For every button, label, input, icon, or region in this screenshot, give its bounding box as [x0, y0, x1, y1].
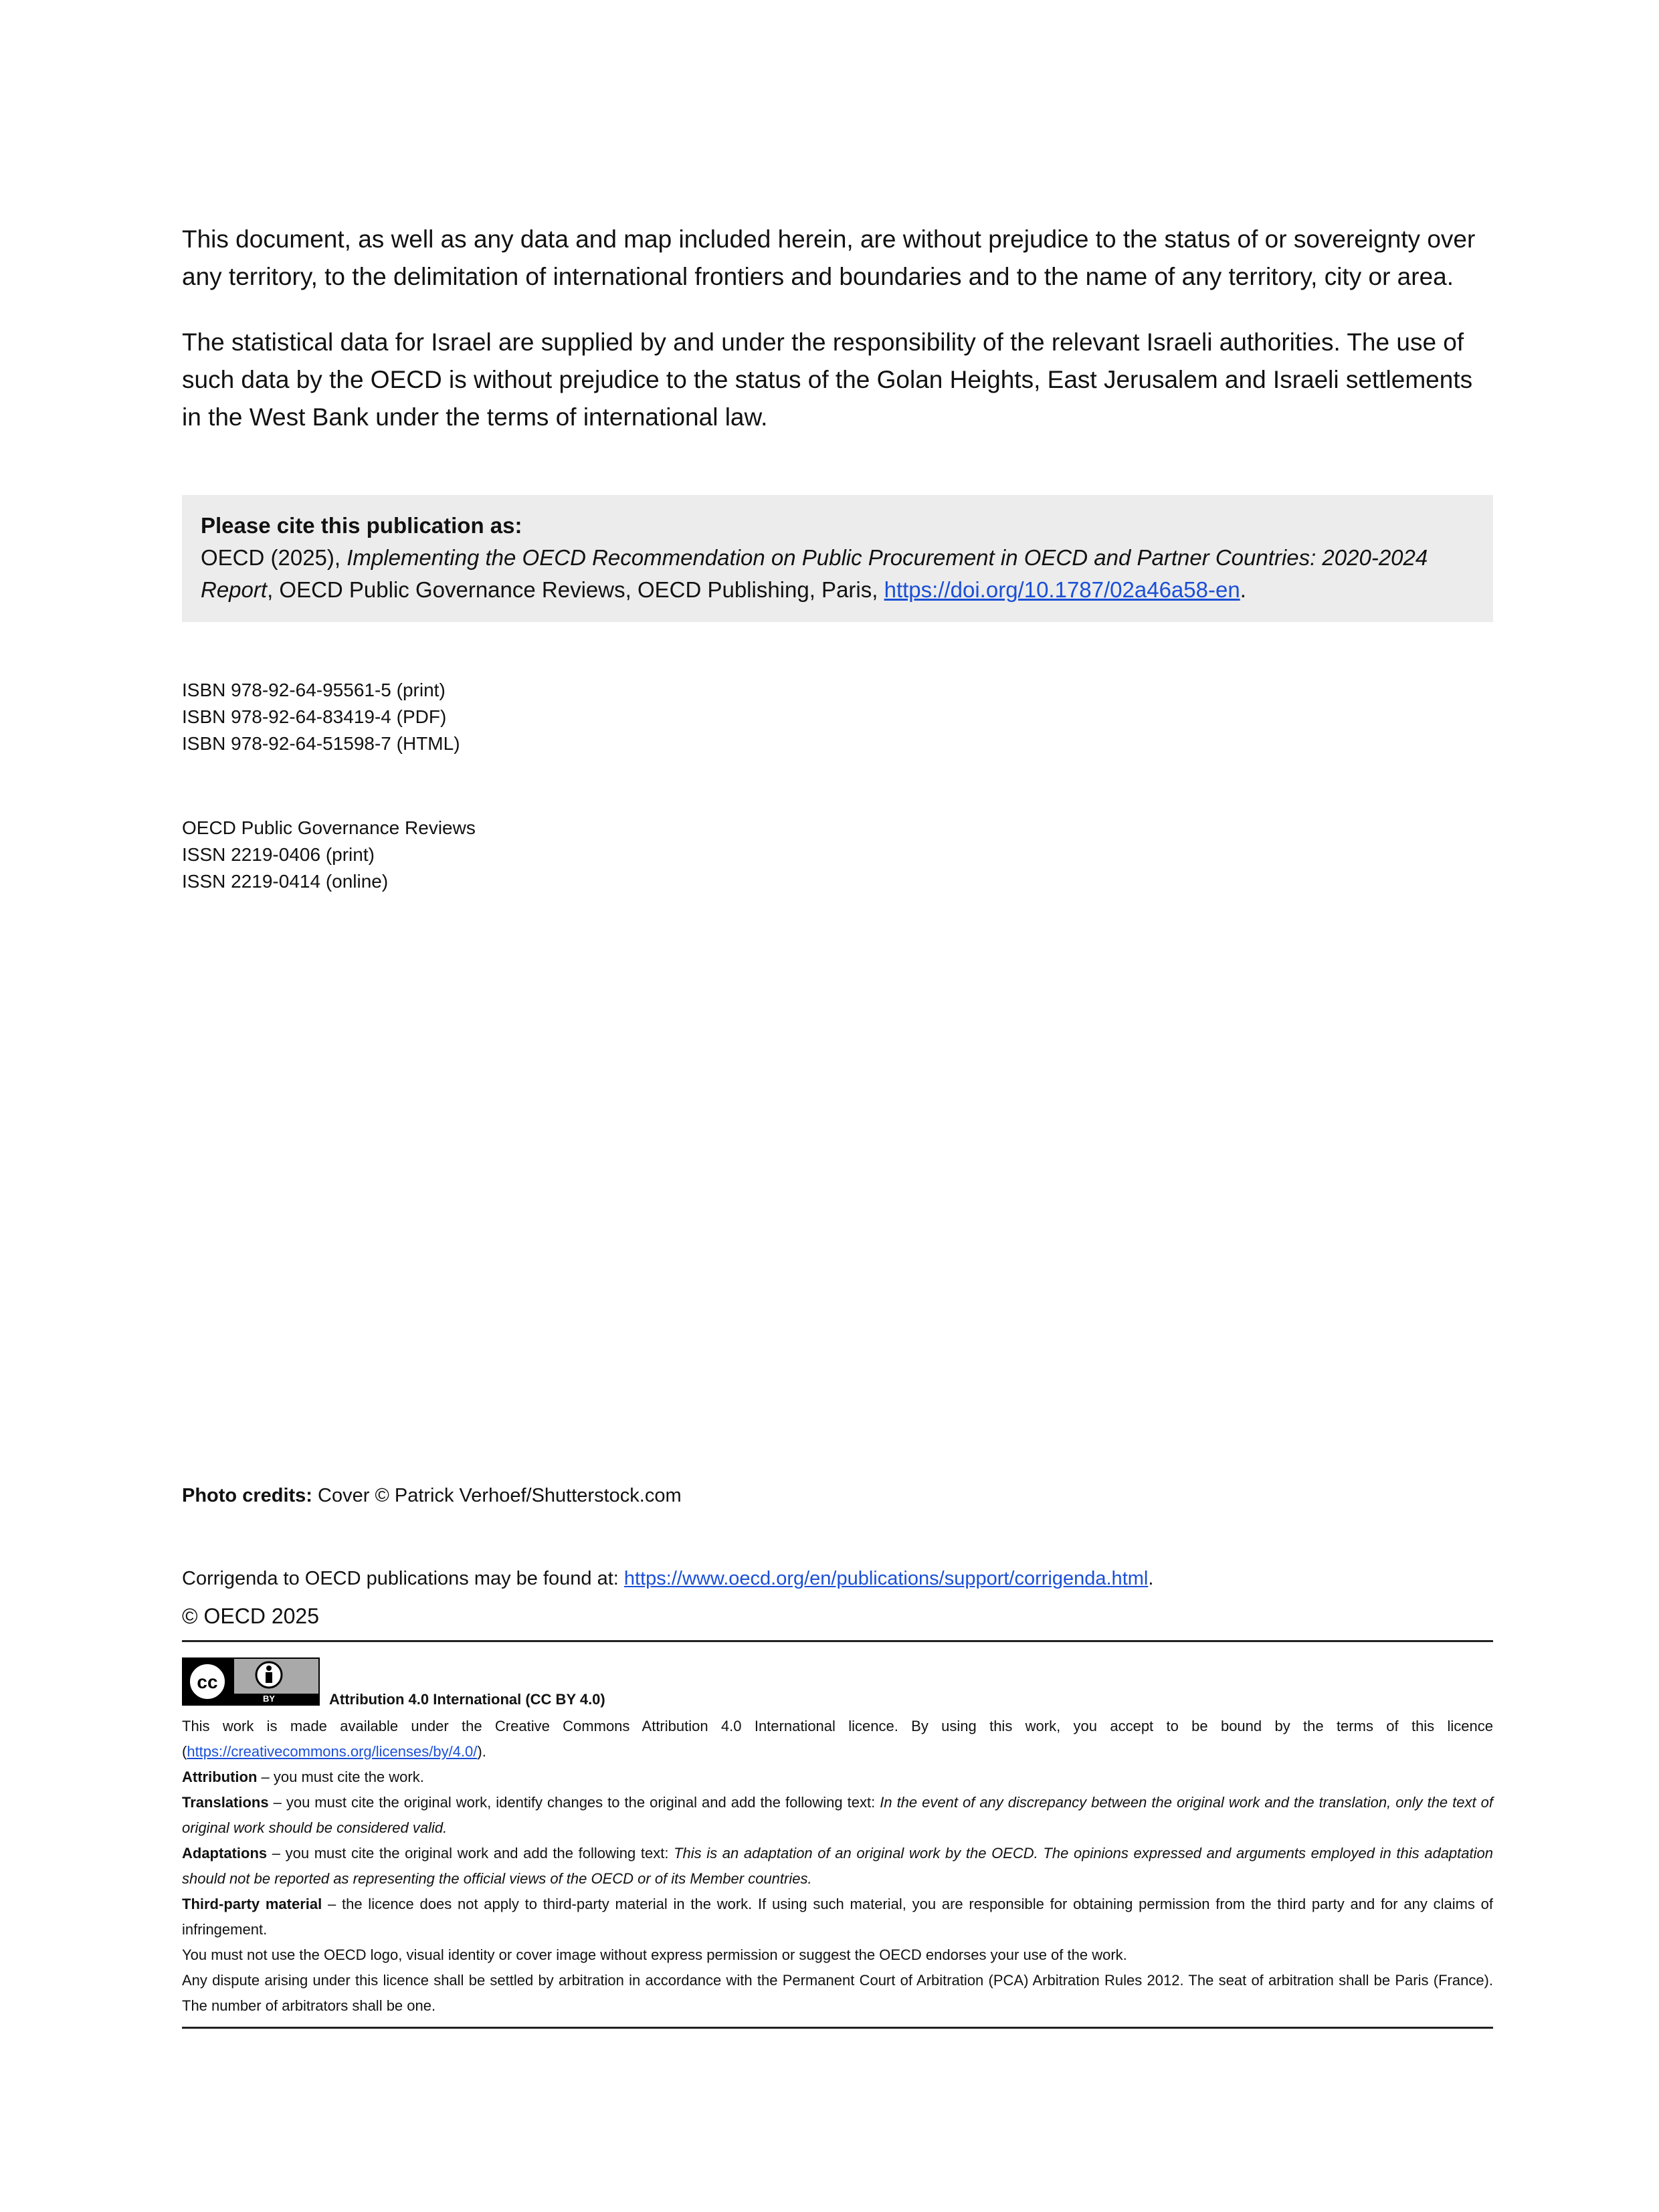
issn-print: ISSN 2219-0406 (print): [182, 844, 375, 865]
translations-text: – you must cite the original work, identify changes to the original and add the following text:: [268, 1794, 880, 1811]
attribution-text: – you must cite the work.: [257, 1769, 424, 1785]
license-text: [182, 1714, 1493, 2019]
license-translations: [182, 1790, 1493, 1841]
citation-end: .: [1240, 577, 1246, 602]
isbn-pdf: ISBN 978-92-64-83419-4 (PDF): [182, 706, 447, 727]
corrigenda-text: Corrigenda to OECD publications may be found at:: [182, 1568, 624, 1589]
translations-italic: In the event of any discrepancy between the original work and the translation, only the text of original work should be considered valid.: [182, 1794, 1493, 1836]
divider-bottom: [182, 2027, 1493, 2029]
citation-text: [201, 542, 1474, 606]
license-logo: You must not use the OECD logo, visual identity or cover image without express permission or suggest the OECD endorses your use of the work.: [182, 1946, 1127, 1963]
license-intro-text: This work is made available under the Creative Commons Attribution 4.0 International licence. By using this work, you accept to be bound by the terms of this licence (: [182, 1718, 1493, 1760]
license-link[interactable]: https://creativecommons.org/licenses/by/4.0/: [187, 1743, 478, 1760]
adaptations-italic: This is an adaptation of an original work by the OECD. The opinions expressed and arguments employed in this adaptation should not be reported as representing the official views of the OECD or of its Member countries.: [182, 1845, 1493, 1887]
citation-box: [182, 495, 1493, 622]
license-adaptations: [182, 1841, 1493, 1892]
cc-badge-text: cc: [197, 1672, 218, 1692]
thirdparty-label: Third-party material: [182, 1896, 322, 1912]
isbn-print: ISBN 978-92-64-95561-5 (print): [182, 680, 446, 700]
citation-heading: Please cite this publication as:: [201, 513, 522, 538]
photo-credits: [182, 1482, 682, 1509]
cc-by-badge: [182, 1657, 320, 1706]
translations-label: Translations: [182, 1794, 269, 1811]
corrigenda-line: [182, 1565, 1153, 1592]
citation-prefix: OECD (2025),: [201, 545, 347, 570]
doi-link[interactable]: https://doi.org/10.1787/02a46a58-en: [884, 577, 1240, 602]
corrigenda-end: .: [1148, 1568, 1154, 1589]
license-dispute: Any dispute arising under this licence shall be settled by arbitration in accordance with the Permanent Court of Arbitration (PCA) Arbitration Rules 2012. The seat of arbitration shall be Paris (France). The number of arbitrators shall be one.: [182, 1972, 1493, 2014]
adaptations-text: – you must cite the original work and add the following text:: [267, 1845, 674, 1862]
copyright-notice: © OECD 2025: [182, 1604, 319, 1628]
cc-by-icon: [183, 1659, 318, 1704]
israel-data-paragraph: The statistical data for Israel are supplied by and under the responsibility of the relevant Israeli authorities. The use of such data by the OECD is without prejudice to the status of the Golan Heights, East Jerusalem and Israeli settlements in the West Bank under the terms of international law.: [182, 328, 1473, 431]
license-third-party: [182, 1892, 1493, 1942]
attribution-label: Attribution: [182, 1769, 258, 1785]
issn-online: ISSN 2219-0414 (online): [182, 871, 389, 892]
adaptations-label: Adaptations: [182, 1845, 268, 1862]
divider-top: [182, 1640, 1493, 1642]
disclaimer-paragraph: This document, as well as any data and map included herein, are without prejudice to the status of or sovereignty over any territory, to the delimitation of international frontiers and boundaries and to the name of any territory, city or area.: [182, 225, 1476, 290]
series-name: OECD Public Governance Reviews: [182, 817, 476, 838]
thirdparty-text: – the licence does not apply to third-party material in the work. If using such material, you are responsible for obtaining permission from the third party and for any claims of infringement.: [182, 1896, 1494, 1938]
isbn-html: ISBN 978-92-64-51598-7 (HTML): [182, 733, 460, 754]
license-attribution: [182, 1765, 1493, 1790]
citation-suffix: , OECD Public Governance Reviews, OECD Publishing, Paris,: [267, 577, 884, 602]
corrigenda-link[interactable]: https://www.oecd.org/en/publications/support/corrigenda.html: [623, 1568, 1149, 1589]
license-intro: [182, 1714, 1493, 1765]
license-title: Attribution 4.0 International (CC BY 4.0): [329, 1691, 605, 1708]
isbn-list: [182, 677, 460, 757]
by-badge-text: BY: [262, 1694, 276, 1704]
photo-credits-label: Photo credits:: [182, 1485, 312, 1506]
photo-credits-text: Cover © Patrick Verhoef/Shutterstock.com: [312, 1485, 682, 1506]
series-info: [182, 815, 476, 895]
citation-title: Implementing the OECD Recommendation on Public Procurement in OECD and Partner Countries: 2020-2024 Report: [201, 545, 1428, 602]
license-intro-end: ).: [477, 1743, 486, 1760]
